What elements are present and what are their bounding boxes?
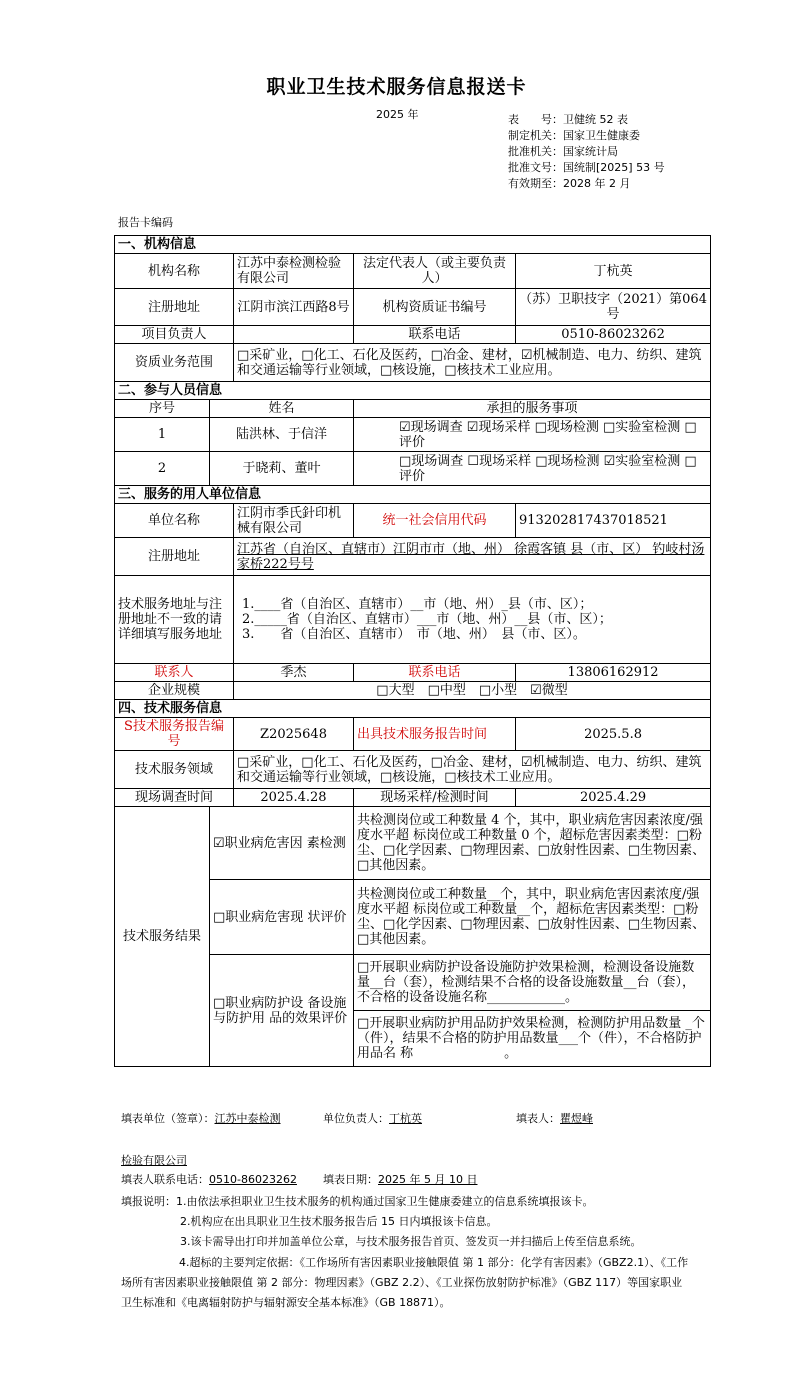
legal-rep-label: 法定代表人（或主要负责人） — [354, 254, 516, 289]
pm-label: 项目负责人 — [115, 326, 234, 344]
phone: 0510-86023262 — [516, 326, 711, 344]
unit-reg-label: 注册地址 — [115, 538, 234, 576]
survey-time: 2025.4.28 — [234, 789, 354, 807]
card-code-label: 报告卡编码 — [118, 216, 173, 229]
meta-valid-until: 有效期至：2028 年 2 月 — [508, 177, 631, 190]
table-meta — [508, 112, 665, 192]
meta-approval-no: 批准文号：国统制[2025] 53 号 — [508, 161, 665, 174]
row-no: 2 — [115, 452, 210, 486]
report-year: 2025 年 — [376, 108, 419, 121]
footer-unit-value: 江苏中泰检测 — [214, 1112, 281, 1125]
result-text: □开展职业病防护设备设施防护效果检测，检测设备设施数量__台（套），检测结果不合格的设备设施数量__台（套），不合格的设备设施名称____________。 — [354, 955, 711, 1011]
result-label: 技术服务结果 — [115, 807, 210, 1067]
info-card-table — [114, 235, 711, 1067]
col-duty: 承担的服务事项 — [354, 400, 711, 418]
page-title: 职业卫生技术服务信息报送卡 — [266, 76, 527, 98]
report-date-label: 出具技术服务报告时间 — [354, 718, 516, 751]
section-header: 二、参与人员信息 — [115, 382, 711, 400]
note-1: 填报说明：1.由依法承担职业卫生技术服务的机构通过国家卫生健康委建立的信息系统填报该卡。 — [121, 1195, 594, 1208]
result-text: 共检测岗位或工种数量 4 个，其中，职业病危害因素浓度/强度水平超 标岗位或工种数量 0 个，超标危害因素类型：□粉尘、□化学因素、□物理因素、□放射性因素、□生物因素、□其他因素。 — [354, 807, 711, 880]
footer-unit-cont: 检验有限公司 — [121, 1154, 187, 1167]
footer-unit-label: 填表单位（签章）： — [121, 1112, 215, 1125]
row-duty: □现场调查 ☐现场采样 □现场检测 ☑实验室检测 □评价 — [354, 452, 711, 486]
contact-label: 联系人 — [115, 664, 234, 682]
footer-head-value: 丁杭英 — [389, 1112, 422, 1125]
result-name: □职业病危害现 状评价 — [210, 880, 354, 955]
footer-filler-phone — [121, 1171, 297, 1187]
scale-label: 企业规模 — [115, 682, 234, 700]
meta-table-no: 表 号：卫健统 52 表 — [508, 113, 628, 126]
sample-time-label: 现场采样/检测时间 — [354, 789, 516, 807]
service-field: □采矿业，□化工、石化及医药，□冶金、建材，☑机械制造、电力、纺织、建筑和交通运输等行业领域，□核设施，□核技术工业应用。 — [234, 751, 711, 789]
survey-time-label: 现场调查时间 — [115, 789, 234, 807]
note-2: 2.机构应在出具职业卫生技术服务报告后 15 日内填报该卡信息。 — [180, 1215, 498, 1228]
footer-filler — [516, 1110, 593, 1126]
section-header: 四、技术服务信息 — [115, 700, 711, 718]
footer-filler-phone-value: 0510-86023262 — [209, 1173, 297, 1186]
result-text: 共检测岗位或工种数量__个，其中，职业病危害因素浓度/强度水平超 标岗位或工种数量__个，超标危害因素类型：□粉尘、□化学因素、□物理因素、□放射性因素、□生物因素、□其他因素。 — [354, 880, 711, 955]
meta-authority: 制定机关：国家卫生健康委 — [508, 129, 640, 142]
section-header: 三、服务的用人单位信息 — [115, 486, 711, 504]
footer-date — [323, 1171, 477, 1187]
row-no: 1 — [115, 418, 210, 452]
report-no: Z2025648 — [234, 718, 354, 751]
credit-label: 统一社会信用代码 — [354, 504, 516, 538]
col-name: 姓名 — [210, 400, 354, 418]
diff-addr-label: 技术服务地址与注册地址不一致的请详细填写服务地址 — [115, 576, 234, 664]
note-4: 4.超标的主要判定依据：《工作场所有害因素职业接触限值 第 1 部分：化学有害因素》（GBZ2.1）、《工作场所有害因素职业接触限值 第 2 部分：物理因素》（GBZ 2.2）、《工业探伤放射防护标准》（GBZ 117）等国家职业卫生标准和《电离辐射防护与辐射源安全基本标准》（GB 18871）。 — [121, 1256, 689, 1309]
footer-head-label: 单位负责人： — [323, 1112, 389, 1125]
pm-value — [234, 326, 354, 344]
diff-line-3: 3. 省（自治区、直辖市） 市（地、州） 县（市、区）。 — [242, 627, 586, 642]
section-header: 一、机构信息 — [115, 236, 711, 254]
footer-date-label: 填表日期： — [323, 1173, 378, 1186]
legal-rep: 丁杭英 — [516, 254, 711, 289]
org-name-label: 机构名称 — [115, 254, 234, 289]
scope: □采矿业，□化工、石化及医药，□冶金、建材，☑机械制造、电力、纺织、建筑和交通运输等行业领域，□核设施，□核技术工业应用。 — [234, 344, 711, 382]
contact-phone-label: 联系电话 — [354, 664, 516, 682]
unit-reg-addr: 江苏省（自治区、直辖市）江阴市市（地、州） 徐霞客镇 县（市、区） 钓岐村汤家桥222号号 — [234, 538, 711, 576]
scope-label: 资质业务范围 — [115, 344, 234, 382]
diff-line-1: 1.____省（自治区、直辖市）__市（地、州）_县（市、区）； — [242, 597, 593, 612]
meta-approver: 批准机关：国家统计局 — [508, 145, 618, 158]
credit-code: 913202817437018521 — [516, 504, 711, 538]
phone-label: 联系电话 — [354, 326, 516, 344]
cert-label: 机构资质证书编号 — [354, 289, 516, 326]
result-name: □职业病防护设 备设施与防护用 品的效果评价 — [210, 955, 354, 1067]
footer-filler-phone-label: 填表人联系电话： — [121, 1173, 209, 1186]
footer-unit — [121, 1110, 281, 1126]
sample-time: 2025.4.29 — [516, 789, 711, 807]
unit-name: 江阴市季氏針印机械有限公司 — [234, 504, 354, 538]
footer-head — [323, 1110, 422, 1126]
cert-no: （苏）卫职技字（2021）第064号 — [516, 289, 711, 326]
col-no: 序号 — [115, 400, 210, 418]
footer-filler-value: 瞿煜峰 — [560, 1112, 593, 1125]
row-duty: ☑现场调查 ☑现场采样 □现场检测 □实验室检测 □评价 — [354, 418, 711, 452]
footer-filler-label: 填表人： — [516, 1112, 560, 1125]
unit-label: 单位名称 — [115, 504, 234, 538]
note-3: 3.该卡需导出打印并加盖单位公章，与技术服务报告首页、签发页一并扫描后上传至信息系统。 — [180, 1235, 642, 1248]
reg-addr: 江阴市滨江西路8号 — [234, 289, 354, 326]
field-label: 技术服务领域 — [115, 751, 234, 789]
org-name: 江苏中泰检测检验有限公司 — [234, 254, 354, 289]
reg-addr-label: 注册地址 — [115, 289, 234, 326]
row-name: 于晓莉、董叶 — [210, 452, 354, 486]
row-name: 陆洪林、于信洋 — [210, 418, 354, 452]
result-name: ☑职业病危害因 素检测 — [210, 807, 354, 880]
footer-date-value: 2025 年 5 月 10 日 — [378, 1173, 478, 1186]
contact: 季杰 — [234, 664, 354, 682]
diff-line-2: 2._____省（自治区、直辖市）___市（地、州）__县（市、区）； — [242, 612, 612, 627]
report-no-label: S技术服务报告编号 — [115, 718, 234, 751]
report-date: 2025.5.8 — [516, 718, 711, 751]
contact-phone: 13806162912 — [516, 664, 711, 682]
result-text: □开展职业病防护用品防护效果检测，检测防护用品数量 _个（件），结果不合格的防护用品数量___个（件），不合格防护用品名 称 。 — [354, 1011, 711, 1067]
scale: □大型 □中型 □小型 ☑微型 — [234, 682, 711, 700]
diff-addr — [234, 576, 711, 664]
